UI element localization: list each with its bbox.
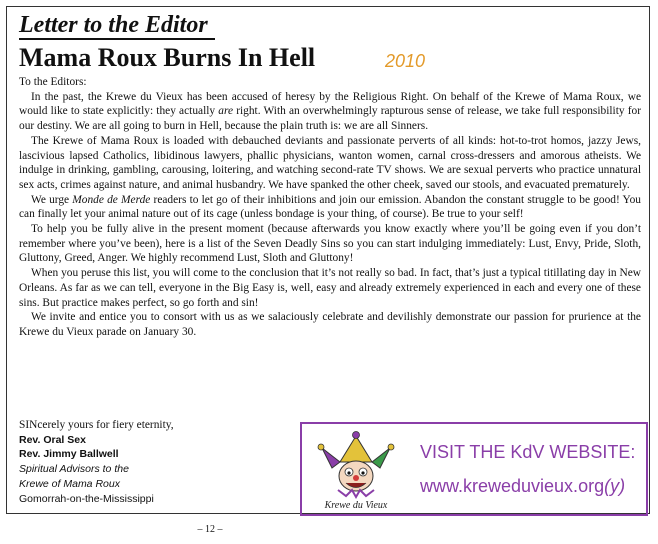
headline: Mama Roux Burns In Hell (19, 43, 316, 72)
letter-body (19, 75, 641, 340)
paragraph-5: When you peruse this list, you will come to the conclusion that it’s not really so bad. In fact, that’s just a typical titillating day in New Orleans. As far as we can tell, everyone in the Big Easy is, well, easy and already extremely experienced in each and every one of these sins. But practice makes perfect, so go forth and sin! (19, 267, 641, 309)
signer-name-1: Rev. Oral Sex (19, 433, 86, 446)
krewe-jester-logo-icon (310, 428, 402, 512)
website-link[interactable]: www.kreweduvieux.org(y) (420, 476, 626, 496)
paragraph-3: We urge Monde de Merde readers to let go of their inhibitions and join our emission. Abandon the constant struggle to be good! You can finally let your animal nature out of its cage (unless bondage is your thing, of course). Be true to your self! (19, 193, 641, 221)
letter-frame (6, 6, 650, 514)
salutation: To the Editors: (19, 76, 87, 88)
signer-name-2: Rev. Jimmy Ballwell (19, 448, 119, 461)
kicker-underline (19, 38, 215, 40)
ad-title: VISIT THE KdV WEBSITE: (420, 442, 636, 462)
page-number: – 12 – (197, 524, 223, 535)
paragraph-1: In the past, the Krewe du Vieux has been accused of heresy by the Religious Right. On behalf of the Krewe of Mama Roux, we would like to state explicitly: they actually are right. With an overwhelmingly rapturous sense of release, we take full responsibility for our destiny. We are all going to burn in Hell, because the plain truth is: we are all Sinners. (19, 90, 641, 133)
paragraph-4: To help you be fully alive in the present moment (because afterwards you know exactly where you’ll be going even if you don’t remember where you’ve been), here is a list of the Seven Deadly Sins so you can start indulging immediately: Lust, Envy, Pride, Sloth, Gluttony, Greed, Anger. We highly recommend Lust, Sloth and Gluttony! (19, 223, 641, 265)
svg-text:Krewe du Vieux: Krewe du Vieux (324, 500, 388, 511)
signer-place: Gomorrah-on-the-Mississippi (19, 492, 154, 505)
paragraph-2: The Krewe of Mama Roux is loaded with debauched deviants and passionate perverts of all kinds: hot-to-trot homos, jazzy Jews, lascivious lapsed Catholics, libidinous lawyers, phallic physicians, wanton women, carnal cross-dressers and amorous atheists. We indulge in drinking, gambling, carousing, loitering, and watching second-rate TV shows. We are sexual perverts who practice unnatural sex acts, crimes against nature, and animal husbandry. We have spanked the other cheek, saved our stools, and evacuated prematurely. (19, 134, 641, 191)
signer-role-1: Spiritual Advisors to the (19, 463, 129, 476)
paragraph-6: We invite and entice you to consort with us as we salaciously celebrate and devilishly demonstrate our passion for prurience at the Krewe du Vieux parade on January 30. (19, 311, 641, 338)
closing-line: SINcerely yours for fiery eternity, (19, 419, 174, 431)
section-kicker: Letter to the Editor (19, 12, 208, 38)
year-label: 2010 (385, 51, 426, 71)
website-ad[interactable] (300, 422, 648, 516)
signer-role-2: Krewe of Mama Roux (19, 477, 120, 490)
signature-block (19, 418, 249, 506)
